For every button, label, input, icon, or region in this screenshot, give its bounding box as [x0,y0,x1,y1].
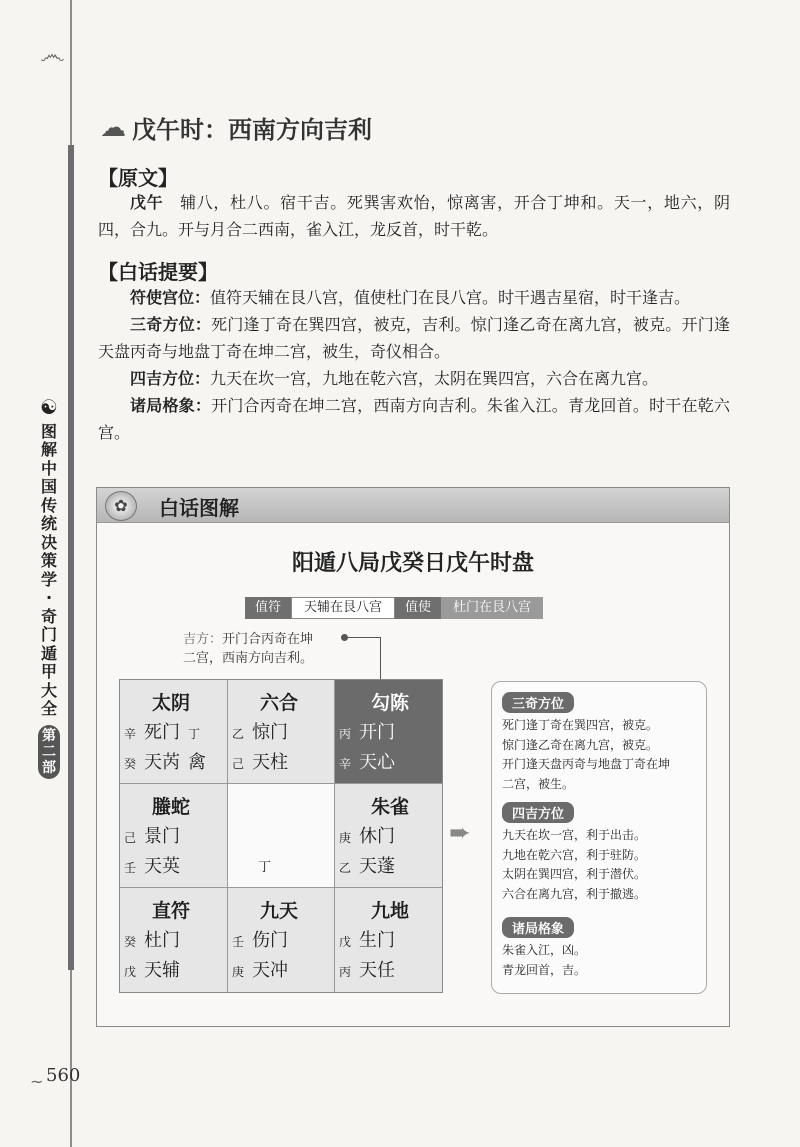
palace-cell [335,888,442,992]
palace-term: 杜门 [144,930,180,951]
tag-value: 杜门在艮八宫 [441,597,543,619]
stem-char: 丙 [339,965,352,979]
stem-char: 辛 [339,757,352,771]
taiji-icon: ☯ [40,395,58,419]
side-title-char: 学 [40,569,57,589]
baihua-key: 诸局格象： [130,396,212,415]
palace-row [339,852,395,878]
palace-term: 生门 [359,930,395,951]
illustration-header-text: 白话图解 [159,496,239,520]
side-title-char: 策 [40,551,57,570]
panel-text-geju [502,941,702,980]
stem-char: 乙 [339,861,352,875]
palace-cell [335,680,442,784]
baihua-item [98,311,730,365]
palace-term: 伤门 [252,930,288,951]
palace-term: 天英 [144,856,180,877]
page-swirl-icon: ~ [30,1072,44,1091]
panel-line: 二宫，被生。 [502,776,575,791]
palace-term: 惊门 [252,722,288,743]
side-book-title [36,395,62,779]
palace-term: 死门 [144,722,180,743]
tag-label: 值使 [395,597,441,619]
arrow-right-icon: ➨ [449,818,471,848]
stem-char: 辛 [124,727,137,741]
deity-name: 螣蛇 [152,796,191,818]
yuanwen-text: 辅八，杜八。宿干吉。死巽害欢怡，惊离害，开合丁坤和。天一，地六，阴四，合九。开与月合二西南，雀入江，龙反首，时干乾。 [98,193,730,239]
stem-char: 乙 [232,727,245,741]
panel-line: 惊门逢乙奇在离九宫，被克。 [502,737,659,752]
baihua-key: 四吉方位： [130,369,211,388]
illustration-box [96,487,730,1027]
summary-panel [491,681,707,994]
panel-tag-siji: 四吉方位 [502,802,574,823]
baihua-value: 值符天辅在艮八宫，值使杜门在艮八宫。时干遇吉星宿，时干逢吉。 [210,288,691,307]
tag-label: 值符 [245,597,291,619]
side-title-char: 遁 [40,643,57,663]
palace-row [232,718,288,744]
baihua-item [98,284,730,311]
section-heading [100,110,372,145]
illustration-header [97,488,729,523]
baihua-value: 死门逢丁奇在巽四宫，被克，吉利。惊门逢乙奇在离九宫，被克。开门逢天盘丙奇与地盘丁奇在坤二宫，被生，奇仪相合。 [98,315,730,361]
palace-term: 天心 [359,752,395,773]
palace-term: 天辅 [144,960,180,981]
baihua-key: 符使宫位： [130,288,211,307]
stem-char: 壬 [232,935,245,949]
panel-text-siji [502,826,702,904]
baihua-value: 开门合丙奇在坤二宫，西南方向吉利。朱雀入江。青龙回首。时干在乾六宫。 [98,396,730,442]
deity-name: 勾陈 [371,692,410,714]
panel-line: 青龙回首，吉。 [502,962,587,977]
palace-row [339,748,395,774]
stem-char: 丙 [339,727,352,741]
stem-char: 戊 [124,965,137,979]
center-stem: 丁 [258,860,272,875]
side-title-char: 门 [40,625,57,644]
panel-text-sanqi [502,716,702,794]
panel-line: 六合在离九宫，利于撤逃。 [502,886,647,901]
yuanwen-lead: 戊午 [130,193,164,212]
page-edge-bar [68,145,74,970]
note-label: 吉方： [183,632,223,647]
palace-term: 天冲 [252,960,288,981]
heading-text: 戊午时：西南方向吉利 [132,116,372,144]
palace-term: 开门 [359,722,395,743]
palace-cell [120,680,228,784]
side-title-char: 解 [40,440,57,459]
tag-value: 天辅在艮八宫 [291,597,395,619]
palace-term: 天任 [359,960,395,981]
palace-term: 天柱 [252,752,288,773]
panel-line: 九天在坎一宫，利于出击。 [502,828,647,842]
panel-line: 开门逢天盘丙奇与地盘丁奇在坤 [502,757,671,771]
note-line2: 二宫，西南方向吉利。 [183,651,314,666]
part-char: 部 [42,759,56,776]
baihua-item [98,365,730,392]
palace-row [124,748,206,774]
baihua-item [98,392,730,446]
palace-row [124,852,180,878]
panel-tag-sanqi: 三奇方位 [502,692,574,713]
palace-term: 景门 [144,826,180,847]
palace-cell [120,784,228,888]
emblem-icon: ✿ [105,491,137,521]
palace-cell [335,784,442,888]
side-title-char: 甲 [40,662,57,681]
yuanwen-label: 【原文】 [98,166,178,190]
yuanwen-paragraph [98,189,730,243]
palace-grid [119,679,443,993]
stem-char: 癸 [124,935,137,949]
side-title-text [36,423,62,719]
panel-tag-geju: 诸局格象 [502,917,574,938]
side-title-char: 决 [40,532,57,552]
palace-cell [120,888,228,992]
deity-name: 朱雀 [371,796,410,818]
palace-row [124,926,180,952]
side-title-char: 大 [40,680,57,700]
cloud-ornament-icon: ෴ [40,40,65,70]
stem-char: 壬 [124,861,137,875]
palace-cell [228,888,335,992]
panel-line: 朱雀入江，凶。 [502,943,587,957]
stem-char: 戊 [339,935,352,949]
side-title-char: · [45,588,53,607]
palace-term: 休门 [359,826,395,847]
side-title-char: 统 [40,514,57,533]
side-title-char: 奇 [40,606,57,626]
baihua-body [98,284,730,446]
stem-char: 己 [124,831,137,845]
extra-char: 丁 [188,727,201,741]
auspicious-note [183,630,313,668]
stem-char: 庚 [339,831,352,845]
baihua-key: 三奇方位： [130,315,212,334]
palace-row [124,718,200,744]
palace-row [339,956,395,982]
callout-line [380,637,381,679]
side-title-char: 图 [40,421,57,441]
stem-char: 庚 [232,965,245,979]
deity-name: 九天 [260,900,299,922]
stem-char: 癸 [124,757,137,771]
deity-name: 直符 [152,900,191,922]
palace-row [124,822,180,848]
part-char: 第 [42,727,56,744]
side-title-char: 国 [40,477,57,496]
stem-char: 己 [232,757,245,771]
palace-row [124,956,180,982]
part-char: 二 [42,743,56,760]
baihua-value: 九天在坎一宫，九地在乾六宫，太阴在巽四宫，六合在离九宫。 [210,369,659,388]
deity-name: 九地 [371,900,410,922]
palace-row [232,926,288,952]
panel-line: 死门逢丁奇在巽四宫，被克。 [502,718,659,732]
page-number: 560 [46,1065,81,1086]
palace-term: 天蓬 [359,856,395,877]
panel-line: 九地在乾六宫，利于驻防。 [502,847,647,862]
baihua-label: 【白话提要】 [98,260,218,284]
palace-term: 天芮 [144,752,180,773]
palace-row [232,956,288,982]
side-title-char: 传 [40,495,57,515]
palace-row [339,822,395,848]
palace-cell [228,784,335,888]
deity-name: 太阴 [152,692,191,714]
palace-cell [228,680,335,784]
deity-name: 六合 [260,692,299,714]
palace-row [232,748,288,774]
side-title-char: 全 [40,699,57,718]
extra-char: 禽 [188,752,206,773]
chart-title: 阳遁八局戊癸日戊午时盘 [291,551,534,576]
side-title-char: 中 [40,458,57,478]
part-badge [38,725,60,779]
zhifu-zhishi-bar [245,597,543,619]
note-line1: 开门合丙奇在坤 [222,632,314,647]
callout-line [347,637,381,638]
cloud-icon: ☁ [100,112,126,143]
panel-line: 太阴在巽四宫，利于潜伏。 [502,867,647,881]
palace-row [339,926,395,952]
palace-row [339,718,395,744]
